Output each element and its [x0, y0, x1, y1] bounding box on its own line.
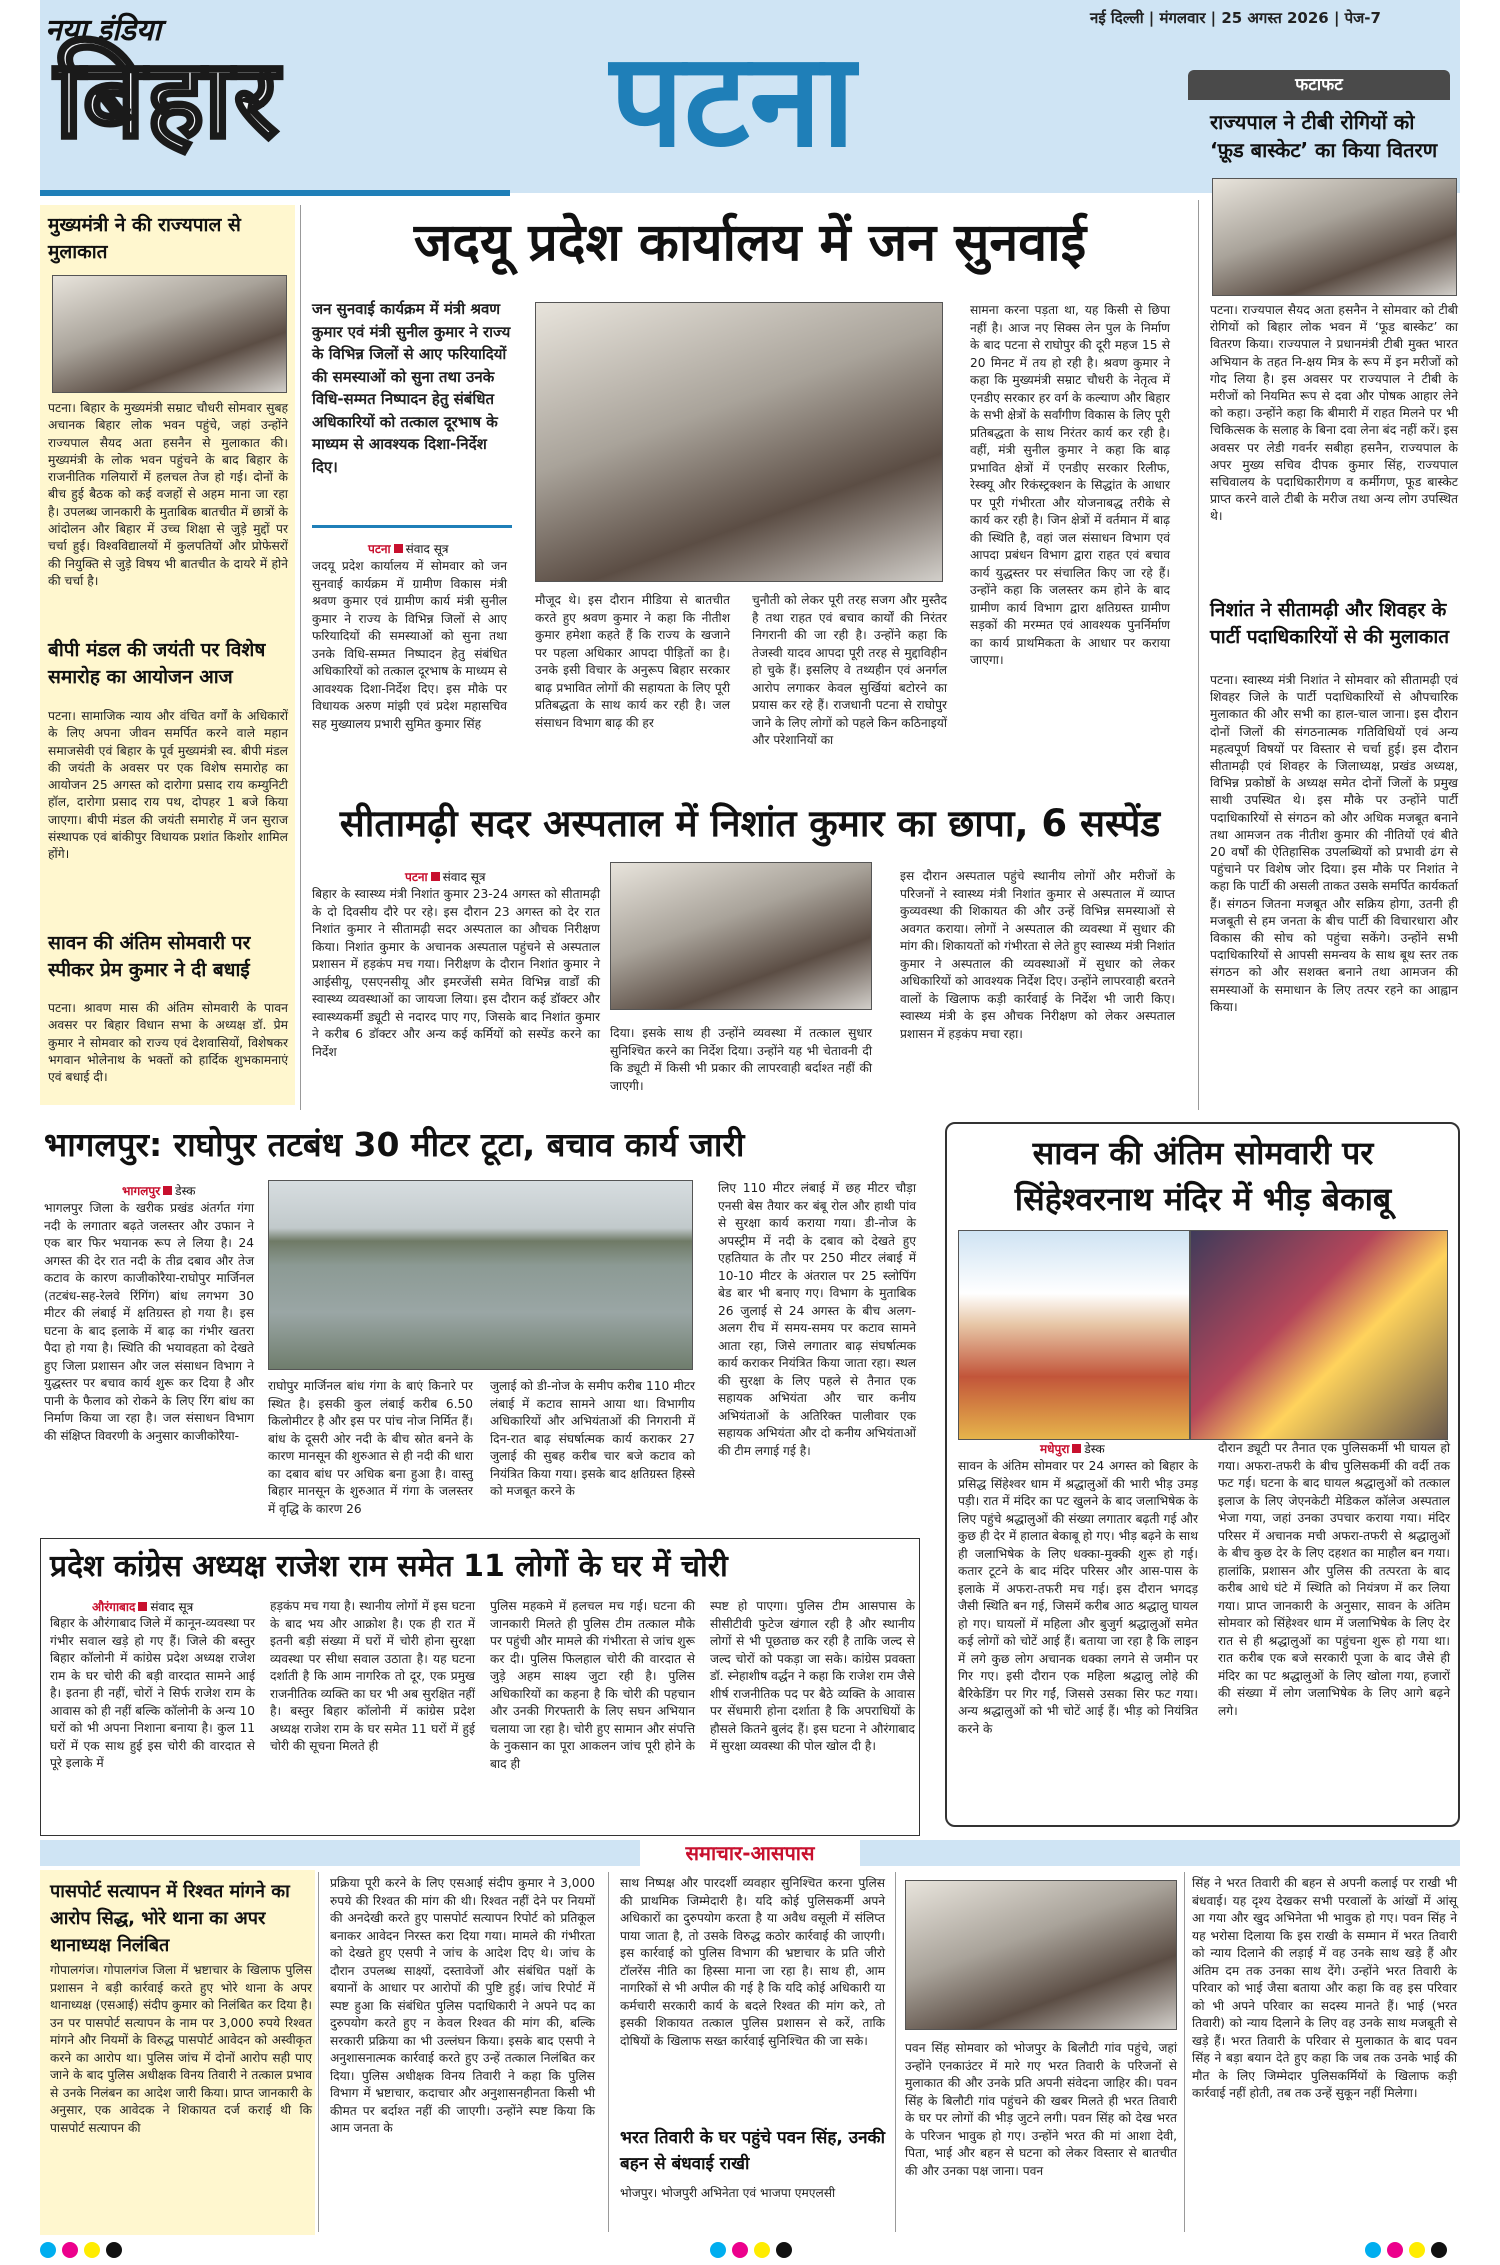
- congress-col-4: स्पष्ट हो पाएगा। पुलिस टीम आसपास के सीसीटीवी फुटेज खंगाल रही है और स्थानीय लोगों से भी पूछताछ कर रही है ताकि जल्द से जल्द चोरों को पकड़ा जा सके। कांग्रेस प्रवक्ता डॉ. स्नेहाशीष वर्द्धन ने कहा कि राजेश राम जैसे शीर्ष राजनीतिक पद पर बैठे व्यक्ति के आवास पर सेंधमारी होना दर्शाता है कि अपराधियों के हौसले कितने बुलंद हैं। इस घटना ने औरंगाबाद में सुरक्षा व्यवस्था की पोल खोल दी है।: [710, 1599, 915, 1753]
- left-headline-1: मुख्यमंत्री ने की राज्यपाल से मुलाकात: [48, 214, 241, 263]
- congress-byline: [92, 1598, 193, 1615]
- column-rule: [300, 205, 301, 1110]
- congress-byline-src: संवाद सूत्र: [150, 1600, 194, 1614]
- passport-body-3: साथ निष्पक्ष और पारदर्शी व्यवहार सुनिश्चित करना पुलिस की प्राथमिक जिम्मेदारी है। यदि कोई पुलिसकर्मी अपने अधिकारों का दुरुपयोग करता है या अवैध वसूली में संलिप्त पाया जाता है, तो उसके विरुद्ध कठोर कार्रवाई की जाएगी। इस कार्रवाई को पुलिस विभाग की भ्रष्टाचार के प्रति जीरो टॉलरेंस नीति का हिस्सा माना जा रहा है। साथ ही, आम नागरिकों से भी अपील की गई है कि यदि कोई अधिकारी या कर्मचारी सरकारी कार्य के बदले रिश्वत की मांग करे, तो इसकी शिकायत तत्काल पुलिस प्रशासन से करें, ताकि दोषियों के खिलाफ सख्त कार्रवाई सुनिश्चित की जा सके।: [620, 1876, 885, 2048]
- masthead-state: बिहार: [55, 37, 281, 162]
- lead-col-2: मौजूद थे। इस दौरान मीडिया से बातचीत करते हुए श्रवण कुमार ने कहा कि नीतीश कुमार हमेशा कहते हैं कि राज्य के खजाने पर पहला अधिकार आपदा पीड़ितों का है। उनके इसी विचार के अनुरूप बिहार सरकार बाढ़ प्रभावित लोगों की सहायता के लिए पूरी प्रतिबद्धता के साथ कार्य कर रही है। जल संसाधन विभाग बाढ़ की हर: [535, 593, 730, 730]
- dateline: नई दिल्ली | मंगलवार | 25 अगस्त 2026 | पेज-7: [1090, 9, 1381, 27]
- sawan-byline-src: डेस्क: [1084, 1442, 1105, 1456]
- bhagalpur-byline-src: डेस्क: [175, 1184, 196, 1198]
- pawan-singh-photo: [905, 1880, 1177, 2030]
- congress-col-2: हड़कंप मच गया है। स्थानीय लोगों में इस घटना के बाद भय और आक्रोश है। एक ही रात में इतनी बड़ी संख्या में घरों में चोरी होना सुरक्षा व्यवस्था पर सीधा सवाल उठाता है। यह घटना दर्शाती है कि आम नागरिक तो दूर, एक प्रमुख राजनीतिक व्यक्ति का घर भी अब सुरक्षित नहीं है। बस्तुर बिहार कॉलोनी में कांग्रेस प्रदेश अध्यक्ष राजेश राम के घर समेत 11 घरों में हुई चोरी की सूचना मिलते ही: [270, 1599, 475, 1753]
- congress-byline-city: औरंगाबाद: [92, 1600, 136, 1614]
- passport-body-1: गोपालगंज। गोपालगंज जिला में भ्रष्टाचार के खिलाफ पुलिस प्रशासन ने बड़ी कार्रवाई करते हुए भोरे थाना के अपर थानाध्यक्ष (एसआई) संदीप कुमार को निलंबित कर दिया है। उन पर पासपोर्ट सत्यापन के नाम पर 3,000 रुपये रिश्वत मांगने और नियमों के विरुद्ध पासपोर्ट आवेदन को अस्वीकृत करने का आरोप था। पुलिस जांच में दोनों आरोप सही पाए जाने के बाद पुलिस अधीक्षक विनय तिवारी ने तत्काल प्रभाव से उनके निलंबन का आदेश जारी किया। प्राप्त जानकारी के अनुसार, एक आवेदक ने शिकायत दर्ज कराई थी कि पासपोर्ट सत्यापन की: [50, 1963, 312, 2135]
- masthead-brand: नया इंडिया: [45, 13, 161, 48]
- column-rule: [318, 1872, 319, 2232]
- left-headline-3: सावन की अंतिम सोमवारी पर स्पीकर प्रेम कुमार ने दी बधाई: [48, 932, 251, 981]
- passport-body-2: प्रक्रिया पूरी करने के लिए एसआई संदीप कुमार ने 3,000 रुपये की रिश्वत की मांग की थी। रिश्वत नहीं देने पर नियमों की अनदेखी करते हुए पासपोर्ट सत्यापन रिपोर्ट को प्रतिकूल बनाकर आवेदन निरस्त करा दिया गया। मामले की गंभीरता को देखते हुए एसपी ने जांच के आदेश दिए थे। जांच के दौरान उपलब्ध साक्ष्यों, दस्तावेजों और संबंधित पक्षों के बयानों के आधार पर आरोपों की पुष्टि हुई। जांच रिपोर्ट में स्पष्ट हुआ कि संबंधित पुलिस पदाधिकारी ने अपने पद का दुरुपयोग करते हुए न केवल रिश्वत की मांग की, बल्कि सरकारी प्रक्रिया का भी उल्लंघन किया। इसके बाद एसपी ने अनुशासनात्मक कार्रवाई करते हुए उन्हें तत्काल निलंबित कर दिया। पुलिस अधीक्षक विनय तिवारी ने कहा कि पुलिस विभाग में भ्रष्टाचार, कदाचार और अनुशासनहीनता किसी भी कीमत पर बर्दाश्त नहीं की जाएगी। उन्होंने स्पष्ट किया कि आम जनता के: [330, 1876, 595, 2135]
- lead-col-3: चुनौती को लेकर पूरी तरह सजग और मुस्तैद है तथा राहत एवं बचाव कार्यों की निरंतर निगरानी की जा रही है। उन्होंने कहा कि तेजस्वी यादव आपदा पूरी तरह से मुद्दाविहीन हो चुके हैं। इसलिए वे तथ्यहीन एवं अनर्गल आरोप लगाकर केवल सुर्खियां बटोरने का प्रयास कर रहे हैं। राजधानी पटना से राघोपुर जाने के लिए लोगों को पहले किन कठिनाइयों और परेशानियों का: [752, 593, 947, 747]
- left-body-2: पटना। सामाजिक न्याय और वंचित वर्गों के अधिकारों के लिए अपना जीवन समर्पित करने वाले महान समाजसेवी एवं बिहार के पूर्व मुख्यमंत्री स्व. बीपी मंडल की जयंती के अवसर पर एक विशेष समारोह का आयोजन 25 अगस्त को दारोगा प्रसाद राय कम्युनिटी हॉल, दारोगा प्रसाद राय पथ, दोपहर 1 बजे किया जाएगा। बीपी मंडल की जयंती समारोह में जन सुराज संस्थापक एवं बांकीपुर विधायक प्रशांत किशोर शामिल होंगे।: [48, 709, 288, 862]
- pawan-singh-body-3: सिंह ने भरत तिवारी की बहन से अपनी कलाई पर राखी भी बंधवाई। यह दृश्य देखकर सभी परवालों के आंखों में आंसू आ गया और खुद अभिनेता भी भावुक हो गए। पवन सिंह ने यह भरोसा दिलाया कि इस राखी के सम्मान में भरत तिवारी को न्याय दिलाने की लड़ाई में वह उनके साथ खड़े हैं और अंतिम दम तक उनका साथ देंगे। उन्होंने भरत तिवारी के परिवार को भाई जैसा बताया और कहा कि वह इस परिवार को भी अपने परिवार का सदस्य मानते हैं। भाई (भरत तिवारी) को न्याय दिलाने के लिए वह उनके साथ मजबूती से खड़े हैं। भरत तिवारी के परिवार से मुलाकात के बाद पवन सिंह ने बड़ा बयान देते हुए कहा कि जब तक उनके भाई की मौत के लिए जिम्मेदार पुलिसकर्मियों के खिलाफ कड़ी कार्रवाई नहीं होती, तब तक उन्हें सुकून नहीं मिलेगा।: [1192, 1876, 1457, 2100]
- aaspas-label: समाचार-आसपास: [640, 1840, 860, 1866]
- congress-headline: प्रदेश कांग्रेस अध्यक्ष राजेश राम समेत 11 लोगों के घर में चोरी: [50, 1549, 728, 1584]
- masthead-rule: [40, 190, 510, 196]
- pawan-singh-body-1: भोजपुर। भोजपुरी अभिनेता एवं भाजपा एमएलसी: [620, 2186, 836, 2200]
- sitamarhi-headline: सीतामढ़ी सदर अस्पताल में निशांत कुमार का छापा, 6 सस्पेंड: [339, 802, 1161, 845]
- lead-intro-rule: [312, 525, 512, 528]
- fataphat-label: फटाफट: [1188, 70, 1450, 100]
- bhagalpur-col-1: भागलपुर जिला के खरीक प्रखंड अंतर्गत गंगा नदी के लगातार बढ़ते जलस्तर और उफान ने एक बार फिर भयानक रूप ले लिया है। 24 अगस्त की देर रात नदी के तीव्र दबाव और तेज कटाव के कारण काजीकोरैया-राघोपुर मार्जिनल (तटबंध-सह-रेलवे रिंगिंग) बांध लगभग 30 मीटर की लंबाई में क्षतिग्रस्त हो गया है। इस घटना के बाद इलाके में बाढ़ का गंभीर खतरा पैदा हो गया है। स्थिति की भयावहता को देखते हुए जिला प्रशासन और जल संसाधन विभाग ने युद्धस्तर पर बचाव कार्य शुरू कर दिया है और पानी के फैलाव को रोकने के लिए रिंग बांध का निर्माण किया जा रहा है। जल संसाधन विभाग की संक्षिप्त विवरणी के अनुसार काजीकोरैया-: [44, 1201, 254, 1443]
- bhagalpur-byline-city: भागलपुर: [122, 1184, 161, 1198]
- masthead-city: पटना: [610, 24, 856, 176]
- fataphat-body: पटना। राज्यपाल सैयद अता हसनैन ने सोमवार को टीबी रोगियों को बिहार लोक भवन में ‘फूड बास्केट’ का वितरण किया। राज्यपाल ने प्रधानमंत्री टीबी मुक्त भारत अभियान के तहत नि-क्षय मित्र के रूप में इन मरीजों को गोद लिया है। इस अवसर पर राज्यपाल ने टीबी के मरीजों को नियमित रूप से दवा और पोषक आहार लेने को कहा। उन्होंने कहा कि बीमारी में राहत मिलने पर भी चिकित्सक के सलाह के बिना दवा लेना बंद नहीं करें। इस अवसर पर लेडी गवर्नर सबीहा हसनैन, राज्यपाल के अपर मुख्य सचिव दीपक कुमार सिंह, राज्यपाल सचिवालय के पदाधिकारीगण व कर्मीगण, फूड बास्केट प्राप्त करने वाले टीबी के मरीज तथा अन्य लोग उपस्थित थे।: [1210, 303, 1458, 524]
- embankment-flood-photo: [268, 1180, 693, 1370]
- bhagalpur-col-3: जुलाई को डी-नोज के समीप करीब 110 मीटर लंबाई में कटाव सामने आया था। विभागीय अधिकारियों और अभियंताओं की निगरानी में दिन-रात बाढ़ संघर्षात्मक कार्य कराकर 27 जुलाई की सुबह करीब चार बजे कटाव को नियंत्रित किया गया। इसके बाद क्षतिग्रस्त हिस्से को मजबूत करने के: [490, 1379, 695, 1498]
- pawan-singh-body-2: पवन सिंह सोमवार को भोजपुर के बिलौटी गांव पहुंचे, जहां उन्होंने एनकाउंटर में मारे गए भरत तिवारी के परिजनों से मुलाकात की और उनके प्रति अपनी संवेदना जाहिर की। पवन सिंह के बिलौटी गांव पहुंचने की खबर मिलते ही भरत तिवारी के घर पर लोगों की भीड़ जुटने लगी। पवन सिंह को देख भरत के परिजन भावुक हो गए। उन्होंने भरत की मां आशा देवी, पिता, भाई और बहन से घटना को लेकर विस्तार से बातचीत की और उनका पक्ष जाना। पवन: [905, 2041, 1177, 2178]
- governor-photo: [1212, 178, 1457, 296]
- registration-marks-center: [710, 2242, 798, 2262]
- sitamarhi-col-3: इस दौरान अस्पताल पहुंचे स्थानीय लोगों और मरीजों के परिजनों ने स्वास्थ्य मंत्री निशांत कुमार से अस्पताल में व्याप्त कुव्यवस्था की शिकायत की और उन्हें विभिन्न समस्याओं से अवगत कराया। लोगों ने अस्पताल की व्यवस्था में सुधार की मांग की। शिकायतों को गंभीरता से लेते हुए स्वास्थ्य मंत्री निशांत कुमार ने अस्पताल की व्यवस्थाओं में सुधार को लेकर अधिकारियों को आवश्यक निर्देश दिए। उन्होंने लापरवाही बरतने वालों के खिलाफ कड़ी कार्रवाई के निर्देश भी जारी किए। स्वास्थ्य मंत्री के इस औचक निरीक्षण को लेकर अस्पताल प्रशासन में हड़कंप मचा रहा।: [900, 869, 1175, 1041]
- column-rule: [895, 1872, 896, 2232]
- registration-marks-right: [1365, 2242, 1453, 2262]
- congress-col-1: बिहार के औरंगाबाद जिले में कानून-व्यवस्था पर गंभीर सवाल खड़े हो गए हैं। जिले की बस्तुर बिहार कॉलोनी में कांग्रेस प्रदेश अध्यक्ष राजेश राम के घर चोरी की बड़ी वारदात सामने आई है। इतना ही नहीं, चोरों ने सिर्फ राजेश राम के आवास को ही नहीं बल्कि कॉलोनी के अन्य 10 घरों को भी अपना निशाना बनाया है। कुल 11 घरों में एक साथ हुई इस चोरी की वारदात से पूरे इलाके में: [50, 1616, 255, 1770]
- column-rule: [608, 1872, 609, 2232]
- sitamarhi-col-2: दिया। इसके साथ ही उन्होंने व्यवस्था में तत्काल सुधार सुनिश्चित करने का निर्देश दिया। उन्होंने यह भी चेतावनी दी कि ड्यूटी में किसी भी प्रकार की लापरवाही बर्दाश्त नहीं की जाएगी।: [610, 1026, 872, 1093]
- left-headline-2: बीपी मंडल की जयंती पर विशेष समारोह का आयोजन आज: [48, 639, 266, 688]
- bhagalpur-headline: भागलपुर: राघोपुर तटबंध 30 मीटर टूटा, बचाव कार्य जारी: [44, 1125, 745, 1164]
- bhagalpur-byline: [122, 1182, 195, 1199]
- janata-hearing-photo: [535, 302, 943, 582]
- registration-marks-left: [40, 2242, 128, 2262]
- left-body-1: पटना। बिहार के मुख्यमंत्री सम्राट चौधरी सोमवार सुबह अचानक बिहार लोक भवन पहुंचे, जहां उन्होंने राज्यपाल सैयद अता हसनैन से मुलाकात की। मुख्यमंत्री के लोक भवन पहुंचने के बाद बिहार के राजनीतिक गलियारों में हलचल तेज हो गई। दोनों के बीच हुई बैठक को कई वजहों से अहम माना जा रहा है। उपलब्ध जानकारी के मुताबिक बातचीत में छात्रों के आंदोलन और बिहार में उच्च शिक्षा से जुड़े मुद्दों पर चर्चा हुई। विश्वविद्यालयों में कुलपतियों और प्रोफेसरों की नियुक्ति से जुड़े विषय भी बातचीत के दायरे में होने की चर्चा है।: [48, 401, 288, 588]
- lead-byline-src: संवाद सूत्र: [405, 542, 449, 556]
- passport-headline: पासपोर्ट सत्यापन में रिश्वत मांगने का आरोप सिद्ध, भोरे थाना का अपर थानाध्यक्ष निलंबित: [50, 1881, 290, 1956]
- lead-col-4: सामना करना पड़ता था, यह किसी से छिपा नहीं है। आज नए सिक्स लेन पुल के निर्माण के बाद पटना से राघोपुर की दूरी महज 15 से 20 मिनट में तय हो रही है। श्रवण कुमार ने कहा कि मुख्यमंत्री सम्राट चौधरी के नेतृत्व में एनडीए सरकार हर वर्ग के कल्याण और बिहार के सभी क्षेत्रों के सर्वांगीण विकास के लिए पूरी प्रतिबद्धता के साथ निरंतर कार्य कर रही है। वहीं, मंत्री सुनील कुमार ने कहा कि बाढ़ प्रभावित क्षेत्रों में एनडीए सरकार रिलीफ, रेस्क्यू और रिकंस्ट्रक्शन के सिद्धांत के आधार पर पूरी गंभीरता और योजनाबद्ध तरीके से कार्य कर रही है। जिन क्षेत्रों में वर्तमान में बाढ़ की स्थिति है, वहां जल संसाधन विभाग एवं आपदा प्रबंधन विभाग द्वारा राहत एवं बचाव कार्य युद्धस्तर पर संचालित किए जा रहे हैं। उन्होंने कहा कि जलस्तर कम होने के बाद ग्रामीण कार्य विभाग द्वारा क्षतिग्रस्त ग्रामीण सड़कों की मरम्मत एवं आवश्यक पुनर्निर्माण का कार्य प्राथमिकता के आधार पर कराया जाएगा।: [970, 303, 1170, 667]
- sawan-col-1: सावन के अंतिम सोमवार पर 24 अगस्त को बिहार के प्रसिद्ध सिंहेश्वर धाम में श्रद्धालुओं की भारी भीड़ उमड़ पड़ी। रात में मंदिर का पट खुलने के बाद जलाभिषेक के लिए पहुंचे श्रद्धालुओं की संख्या लगातार बढ़ती गई और कुछ ही देर में हालात बेकाबू हो गए। भीड़ बढ़ने के साथ ही जलाभिषेक के लिए धक्का-मुक्की शुरू हो गई। कतार टूटने के बाद मंदिर परिसर और आस-पास के इलाके में अफरा-तफरी मच गई। इस दौरान भगदड़ जैसी स्थिति बन गई, जिसमें करीब आठ श्रद्धालु घायल हो गए। घायलों में महिला और बुजुर्ग श्रद्धालुओं समेत कई लोगों को चोटें आई हैं। बताया जा रहा है कि लाइन में लगे कुछ लोग अचानक धक्का लगने से जमीन पर गिर गए। इसी दौरान एक महिला श्रद्धालु लोहे की बैरिकेडिंग पर गिर गईं, जिससे उसका सिर फट गया। अन्य श्रद्धालुओं को भी चोटें आई हैं। भीड़ को नियंत्रित करने के: [958, 1459, 1198, 1736]
- sawan-byline: [1040, 1440, 1105, 1457]
- bhagalpur-col-2: राघोपुर मार्जिनल बांध गंगा के बाएं किनारे पर स्थित है। इसकी कुल लंबाई करीब 6.50 किलोमीटर है और इस पर पांच नोज निर्मित हैं। बांध के दूसरी ओर नदी के बीच स्रोत बनने के कारण मानसून की शुरुआत से ही नदी की धारा का दबाव बांध पर अधिक बना हुआ है। वास्तु बिहार मानसून के शुरुआत में गंगा के जलस्तर में वृद्धि के कारण 26: [268, 1379, 473, 1516]
- sitamarhi-byline-src: संवाद सूत्र: [442, 870, 486, 884]
- sawan-headline: सावन की अंतिम सोमवारी पर सिंहेश्वरनाथ मंदिर में भीड़ बेकाबू: [1014, 1134, 1392, 1218]
- sitamarhi-col-1: बिहार के स्वास्थ्य मंत्री निशांत कुमार 23-24 अगस्त को सीतामढ़ी के दो दिवसीय दौरे पर रहे। इस दौरान 23 अगस्त को देर रात निशांत कुमार ने सीतामढ़ी सदर अस्पताल का औचक निरीक्षण किया। निशांत कुमार के अचानक अस्पताल पहुंचने से अस्पताल प्रशासन में हड़कंप मच गया। निरीक्षण के दौरान निशांत कुमार ने आईसीयू, एसएनसीयू और इमरजेंसी समेत विभिन्न वार्डों की स्वास्थ्य व्यवस्थाओं का जायजा लिया। इस दौरान कई डॉक्टर और स्वास्थ्यकर्मी ड्यूटी से नदारद पाए गए, जिसके बाद निशांत कुमार ने करीब 6 डॉक्टर और अन्य कई कर्मियों को सस्पेंड करने का निर्देश: [312, 887, 600, 1059]
- lead-col-1: जदयू प्रदेश कार्यालय में सोमवार को जन सुनवाई कार्यक्रम में ग्रामीण विकास मंत्री श्रवण कुमार एवं ग्रामीण कार्य मंत्री सुनील कुमार ने राज्य के विभिन्न जिलों से आए फरियादियों की समस्याओं को सुना तथा उनके विधि-सम्मत निष्पादन हेतु संबंधित अधिकारियों को तत्काल दूरभाष के माध्यम से आवश्यक दिशा-निर्देश दिए। इस मौके पर विधायक अरुण मांझी एवं प्रदेश महासचिव सह मुख्यालय प्रभारी सुमित कुमार सिंह: [312, 559, 507, 731]
- lead-headline: जदयू प्रदेश कार्यालय में जन सुनवाई: [413, 213, 1087, 273]
- hospital-inspection-photo: [610, 862, 872, 1010]
- sawan-byline-city: मधेपुरा: [1040, 1442, 1070, 1456]
- temple-photo: [958, 1230, 1190, 1440]
- sawan-col-2: दौरान ड्यूटी पर तैनात एक पुलिसकर्मी भी घायल हो गया। अफरा-तफरी के बीच पुलिसकर्मी की वर्दी तक फट गई। घटना के बाद घायल श्रद्धालुओं को तत्काल इलाज के लिए जेएनकेटी मेडिकल कॉलेज अस्पताल भेजा गया, जहां उनका उपचार कराया गया। मंदिर परिसर में अचानक मची अफरा-तफरी से श्रद्धालुओं के बीच कुछ देर के लिए दहशत का माहौल बन गया। हालांकि, प्रशासन और पुलिस की तत्परता के बाद करीब आधे घंटे में स्थिति को नियंत्रण में कर लिया गया। प्राप्त जानकारी के अनुसार, सावन के अंतिम सोमवार को सिंहेश्वर धाम में जलाभिषेक के लिए देर रात से ही श्रद्धालुओं का पहुंचना शुरू हो गया था। रात करीब एक बजे सरकारी पूजा के बाद जैसे ही मंदिर का पट श्रद्धालुओं के लिए खोला गया, हजारों की संख्या में लोग जलाभिषेक के लिए आगे बढ़ने लगे।: [1218, 1441, 1450, 1718]
- sitamarhi-byline-city: पटना: [405, 870, 428, 884]
- column-rule: [1198, 200, 1199, 1110]
- injured-devotee-photo: [1190, 1230, 1448, 1440]
- lead-byline-city: पटना: [368, 542, 391, 556]
- pawan-singh-headline: भरत तिवारी के घर पहुंचे पवन सिंह, उनकी बहन से बंधवाई राखी: [620, 2128, 885, 2174]
- column-rule: [1184, 1872, 1185, 2232]
- bhagalpur-col-4: लिए 110 मीटर लंबाई में छह मीटर चौड़ा एनसी बेस तैयार कर बंबू रोल और हाथी पांव से सुरक्षा कार्य कराया गया। डी-नोज के अपस्ट्रीम में नदी के दबाव को देखते हुए एहतियात के तौर पर 250 मीटर लंबाई में 10-10 मीटर के अंतराल पर 25 स्लोपिंग बेड बार भी बनाए गए। विभाग के मुताबिक 26 जुलाई से 24 अगस्त के बीच अलग-अलग रीच में समय-समय पर कटाव सामने आता रहा, जिसे लगातार बाढ़ संघर्षात्मक कार्य कराकर नियंत्रित किया जाता रहा। स्थल की सुरक्षा के लिए पहले से तैनात एक सहायक अभियंता और चार कनीय अभियंताओं के अतिरिक्त पालीवार एक सहायक अभियंता और दो कनीय अभियंताओं की टीम लगाई गई है।: [718, 1181, 916, 1458]
- fataphat-body-2: पटना। स्वास्थ्य मंत्री निशांत ने सोमवार को सीतामढ़ी एवं शिवहर जिले के पार्टी पदाधिकारियों से औपचारिक मुलाकात की और सभी का हाल-चाल जाना। इस दौरान दोनों जिलों की संगठनात्मक गतिविधियों एवं अन्य महत्वपूर्ण विषयों पर विस्तार से चर्चा हुई। इस दौरान सीतामढ़ी एवं शिवहर के जिलाध्यक्ष, प्रखंड अध्यक्ष, विभिन्न प्रकोष्ठों के अध्यक्ष समेत दोनों जिलों के प्रमुख साथी उपस्थित थे। इस मौके पर उन्होंने पार्टी पदाधिकारियों से संगठन को और अधिक मजबूत बनाने तथा आमजन तक नीतीश कुमार की नीतियों एवं बीते 20 वर्षों की ऐतिहासिक उपलब्धियों को प्रभावी ढंग से पहुंचाने पर विशेष जोर दिया। इस मौके पर निशांत ने कहा कि पार्टी की असली ताकत उसके समर्पित कार्यकर्ता हैं। संगठन जितना मजबूत और सक्रिय होगा, उतनी ही मजबूती से हम जनता के बीच पार्टी की विचारधारा और विकास की सोच को पहुंचा सकेंगे। उन्होंने सभी पदाधिकारियों से आपसी समन्वय के साथ बूथ स्तर तक संगठन को और सशक्त बनाने तथा आमजन की समस्याओं के समाधान के लिए तत्पर रहने का आह्वान किया।: [1210, 673, 1458, 1014]
- lead-byline: [368, 540, 448, 557]
- lead-intro: जन सुनवाई कार्यक्रम में मंत्री श्रवण कुमार एवं मंत्री सुनील कुमार ने राज्य के विभिन्न जिलों से आए फरियादियों की समस्याओं को सुना तथा उनके विधि-सम्मत निष्पादन हेतु संबंधित अधिकारियों को तत्काल दूरभाष के माध्यम से आवश्यक दिशा-निर्देश दिए।: [312, 300, 511, 476]
- congress-col-3: पुलिस महकमे में हलचल मच गई। घटना की जानकारी मिलते ही पुलिस टीम तत्काल मौके पर पहुंची और मामले की गंभीरता से जांच शुरू कर दी। पुलिस फिलहाल चोरी की वारदात से जुड़े अहम साक्ष्य जुटा रही है। पुलिस अधिकारियों का कहना है कि चोरी की पहचान और उनकी गिरफ्तारी के लिए सघन अभियान चलाया जा रहा है। चोरी हुए सामान और संपत्ति के नुकसान का पूरा आकलन जांच पूरी होने के बाद ही: [490, 1599, 695, 1771]
- sitamarhi-byline: [405, 868, 485, 885]
- fataphat-headline-2: निशांत ने सीतामढ़ी और शिवहर के पार्टी पदाधिकारियों से की मुलाकात: [1210, 599, 1450, 648]
- cm-governor-photo: [52, 275, 287, 393]
- fataphat-headline: राज्यपाल ने टीबी रोगियों को ‘फ़ूड बास्केट’ का किया वितरण: [1210, 110, 1438, 162]
- left-body-3: पटना। श्रावण मास की अंतिम सोमवारी के पावन अवसर पर बिहार विधान सभा के अध्यक्ष डॉ. प्रेम कुमार ने सोमवार को राज्य एवं देशवासियों, विशेषकर भगवान भोलेनाथ के भक्तों को हार्दिक शुभकामनाएं एवं बधाई दी।: [48, 1001, 288, 1085]
